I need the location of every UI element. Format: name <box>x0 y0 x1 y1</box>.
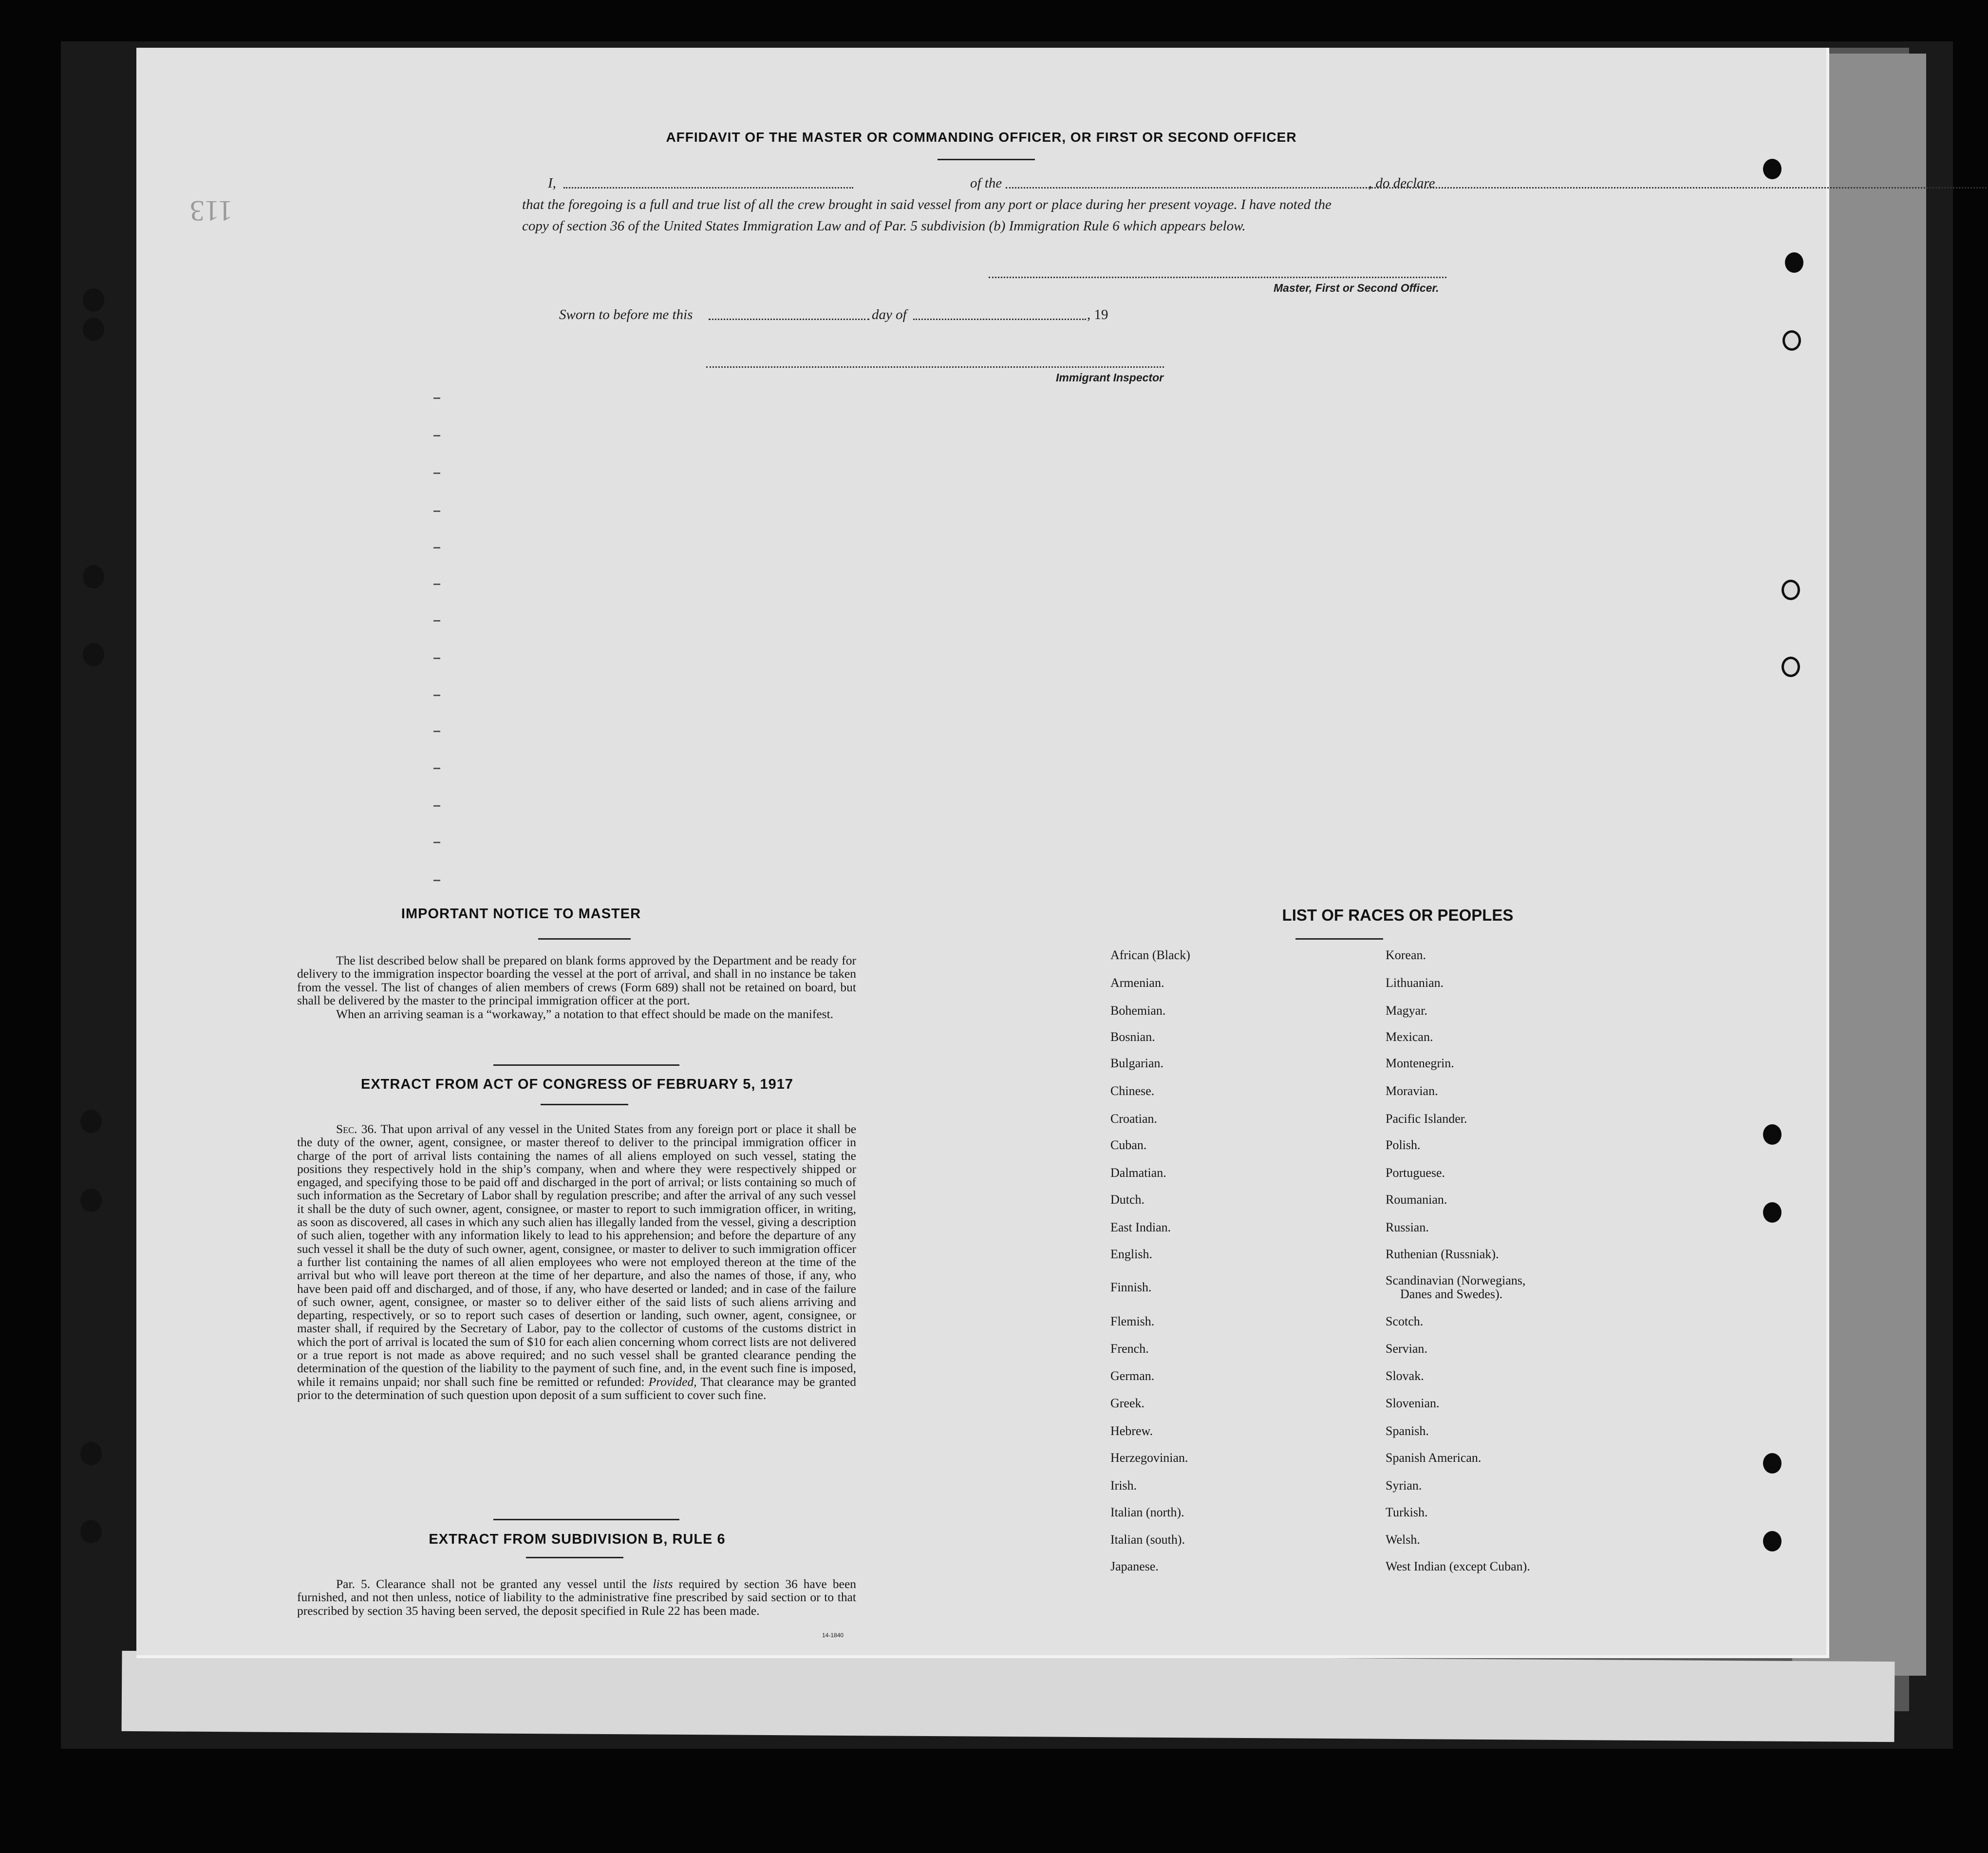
race-item: Mexican. <box>1386 1030 1433 1044</box>
margin-tick <box>433 435 440 436</box>
notice-title: IMPORTANT NOTICE TO MASTER <box>401 906 641 922</box>
race-item: Polish. <box>1386 1138 1421 1152</box>
race-item: Spanish American. <box>1386 1451 1482 1465</box>
race-item: Greek. <box>1110 1396 1145 1410</box>
race-item: Italian (north). <box>1110 1505 1184 1519</box>
race-item: Dutch. <box>1110 1192 1145 1207</box>
races-title: LIST OF RACES OR PEOPLES <box>1282 906 1514 924</box>
binder-hole <box>80 1520 102 1543</box>
inspector-label: Immigrant Inspector <box>1056 371 1164 384</box>
punch-hole <box>1763 1124 1782 1145</box>
affidavit-title: AFFIDAVIT OF THE MASTER OR COMMANDING OFFICER, OR FIRST OR SECOND OFFICER <box>666 130 1297 145</box>
form-sheet <box>136 48 1829 1658</box>
extract-act-text <box>297 1122 856 1401</box>
name-blank <box>563 187 853 189</box>
side-mark: 113 <box>190 195 233 227</box>
race-item: Montenegrin. <box>1386 1056 1454 1070</box>
race-item: German. <box>1110 1369 1155 1383</box>
affidavit-declare: , do declare <box>1369 175 1435 191</box>
section-text: That upon arrival of any vessel in the United States from any foreign port or place it shall be the duty of the owner, agent, consignee, or master thereof to deliver to the principal immigration officer in charge of the port of arrival lists containing the names of all aliens employed on such vessel, stating the positions they respectively hold in the ship’s company, when and where they were respectively shipped or engaged, and specifying those to be paid off and discharged in the port of arrival; or lists containing so much of such information as the Secretary of Labor shall by regulation prescribe; and after the arrival of any such vessel it shall be the duty of such owner, agent, consignee, or master to report to such immigration officer, in writing, as soon as discovered, all cases in which any such alien has illegally landed from the vessel, giving a description of such alien, together with any information likely to lead to his apprehension; and before the departure of any such vessel it shall be the duty of such owner, agent, consignee, or master to deliver to such immigration officer a further list containing the names of all alien employees who were not employed thereon at the time of the arrival but who will leave port thereon at the time of her departure, and also the names of those, if any, who have been paid off and discharged, and of those, if any, who have deserted or landed; and in case of the failure of such owner, agent, consignee, or master so to deliver either of the said lists of such aliens arriving and departing, respectively, or so to report such cases of desertion or landing, such owner, agent, consignee, or master shall, if required by the Secretary of Labor, pay to the collector of customs of the customs district in which the port of arrival is located the sum of $10 for each alien concerning whom correct lists are not delivered or a true report is not made as above required; and no such vessel shall be granted clearance pending the determination of the question of the liability to the payment of such fine, and, in the event such fine is imposed, while it remains unpaid; nor shall such fine be remitted or refunded: <box>297 1122 857 1389</box>
race-item: Roumanian. <box>1386 1192 1447 1207</box>
section-text-end: That clearance may be granted prior to the determination of such question upon deposit of a sum sufficient to cover such fine. <box>297 1374 856 1402</box>
divider <box>493 1519 679 1520</box>
race-item: Italian (south). <box>1110 1532 1185 1547</box>
race-item: Welsh. <box>1386 1532 1420 1547</box>
race-item: Hebrew. <box>1110 1424 1153 1438</box>
race-item: Slovenian. <box>1386 1396 1440 1410</box>
rule-text-b: required by section 36 have been furnished, and not then unless, notice of liability to the administrative fine prescribed by said section or to that prescribed by section 35 having been served, the deposit specified in Rule 22 has been made. <box>297 1577 857 1618</box>
margin-tick <box>433 658 440 659</box>
bottom-edge-sheet <box>122 1651 1895 1742</box>
lists-word: lists <box>653 1577 673 1591</box>
race-item: Irish. <box>1110 1478 1137 1493</box>
signature-line <box>989 277 1446 278</box>
sworn-prefix: Sworn to before me this <box>559 307 693 322</box>
race-item: Cuban. <box>1110 1138 1147 1152</box>
race-item: Lithuanian. <box>1386 976 1444 990</box>
race-item: Japanese. <box>1110 1559 1159 1573</box>
race-item: Dalmatian. <box>1110 1166 1166 1180</box>
punch-hole <box>1782 330 1801 351</box>
race-item: Armenian. <box>1110 976 1164 990</box>
punch-hole <box>1785 252 1803 273</box>
margin-tick <box>433 584 440 585</box>
sworn-day-blank <box>709 319 869 320</box>
signature-label: Master, First or Second Officer. <box>1274 282 1439 294</box>
race-item: Scandinavian (Norwegians, <box>1386 1273 1526 1287</box>
race-item: Chinese. <box>1110 1084 1155 1098</box>
vessel-blank <box>1006 187 1988 189</box>
divider <box>538 938 631 940</box>
race-item: Magyar. <box>1386 1003 1427 1018</box>
race-item: Croatian. <box>1110 1112 1158 1126</box>
margin-tick <box>433 620 440 622</box>
binder-hole <box>83 318 104 341</box>
punch-hole <box>1782 657 1800 677</box>
race-item: Danes and Swedes). <box>1400 1287 1503 1301</box>
race-item: Bohemian. <box>1110 1003 1166 1018</box>
binder-hole <box>83 288 104 312</box>
provided-word: Provided, <box>648 1374 697 1389</box>
race-item: Bosnian. <box>1110 1030 1155 1044</box>
sworn-month-blank <box>913 319 1086 320</box>
inspector-line <box>706 366 1164 368</box>
affidavit-line2: that the foregoing is a full and true list of all the crew brought in said vessel from any port or place during her present voyage. I have noted the <box>522 197 1332 212</box>
margin-tick <box>433 473 440 474</box>
race-item: English. <box>1110 1247 1152 1261</box>
punch-hole <box>1763 1531 1782 1551</box>
race-item: Herzegovinian. <box>1110 1451 1188 1465</box>
race-item: West Indian (except Cuban). <box>1386 1559 1530 1573</box>
affidavit-i: I, <box>548 175 556 191</box>
race-item: Portuguese. <box>1386 1166 1445 1180</box>
margin-tick <box>433 547 440 548</box>
margin-tick <box>433 805 440 807</box>
affidavit-line3: copy of section 36 of the United States Immigration Law and of Par. 5 subdivision (b) Immigration Rule 6 which appears below. <box>522 218 1246 234</box>
sworn-day-of: day of <box>872 307 907 322</box>
binder-hole <box>80 1442 102 1465</box>
punch-hole <box>1763 1202 1782 1223</box>
punch-hole <box>1763 159 1782 179</box>
extract-rule-title: EXTRACT FROM SUBDIVISION B, RULE 6 <box>429 1532 726 1547</box>
section-label: Sec. 36. <box>336 1122 377 1136</box>
divider <box>526 1557 623 1558</box>
race-item: Syrian. <box>1386 1478 1422 1493</box>
form-number: 14-1840 <box>822 1632 844 1639</box>
race-item: Ruthenian (Russniak). <box>1386 1247 1499 1261</box>
race-item: Spanish. <box>1386 1424 1429 1438</box>
margin-tick <box>433 511 440 512</box>
affidavit-of-the: of the <box>970 175 1002 191</box>
race-item: Slovak. <box>1386 1369 1424 1383</box>
race-item: Finnish. <box>1110 1280 1152 1294</box>
punch-hole <box>1782 580 1800 600</box>
race-item: East Indian. <box>1110 1220 1171 1234</box>
divider <box>541 1104 628 1105</box>
divider <box>938 159 1035 160</box>
race-item: African (Black) <box>1110 948 1190 962</box>
binder-hole <box>83 643 104 666</box>
margin-tick <box>433 397 440 399</box>
race-item: Russian. <box>1386 1220 1429 1234</box>
divider <box>1295 938 1383 940</box>
margin-tick <box>433 768 440 769</box>
race-item: Pacific Islander. <box>1386 1112 1467 1126</box>
binder-hole <box>80 1189 102 1212</box>
punch-hole <box>1763 1453 1782 1474</box>
margin-tick <box>433 880 440 881</box>
race-item: Servian. <box>1386 1342 1427 1356</box>
race-item: Turkish. <box>1386 1505 1428 1519</box>
sworn-year: , 19 <box>1087 307 1108 322</box>
extract-act-title: EXTRACT FROM ACT OF CONGRESS OF FEBRUARY 5, 1917 <box>360 1077 794 1092</box>
binder-hole <box>83 565 104 588</box>
race-item: Moravian. <box>1386 1084 1438 1098</box>
rule-text-a: Par. 5. Clearance shall not be granted any vessel until the <box>336 1577 647 1591</box>
race-item: Bulgarian. <box>1110 1056 1164 1070</box>
race-item: French. <box>1110 1342 1149 1356</box>
binder-hole <box>80 1110 102 1133</box>
notice-paragraph: The list described below shall be prepared on blank forms approved by the Department and be ready for delivery to the immigration inspector boarding the vessel at the port of arrival, and shall in no instance be taken from the vessel. The list of changes of alien members of crews (Form 689) shall not be retained on board, but shall be delivered by the master to the principal immigration officer at the port. <box>297 953 856 1007</box>
notice-paragraph: When an arriving seaman is a “workaway,” a notation to that effect should be made on the manifest. <box>336 1007 834 1021</box>
margin-tick <box>433 842 440 843</box>
race-item: Korean. <box>1386 948 1426 962</box>
race-item: Flemish. <box>1110 1314 1155 1328</box>
margin-tick <box>433 731 440 732</box>
race-item: Scotch. <box>1386 1314 1424 1328</box>
margin-tick <box>433 695 440 696</box>
divider <box>493 1064 679 1066</box>
extract-rule-text <box>297 1577 856 1617</box>
